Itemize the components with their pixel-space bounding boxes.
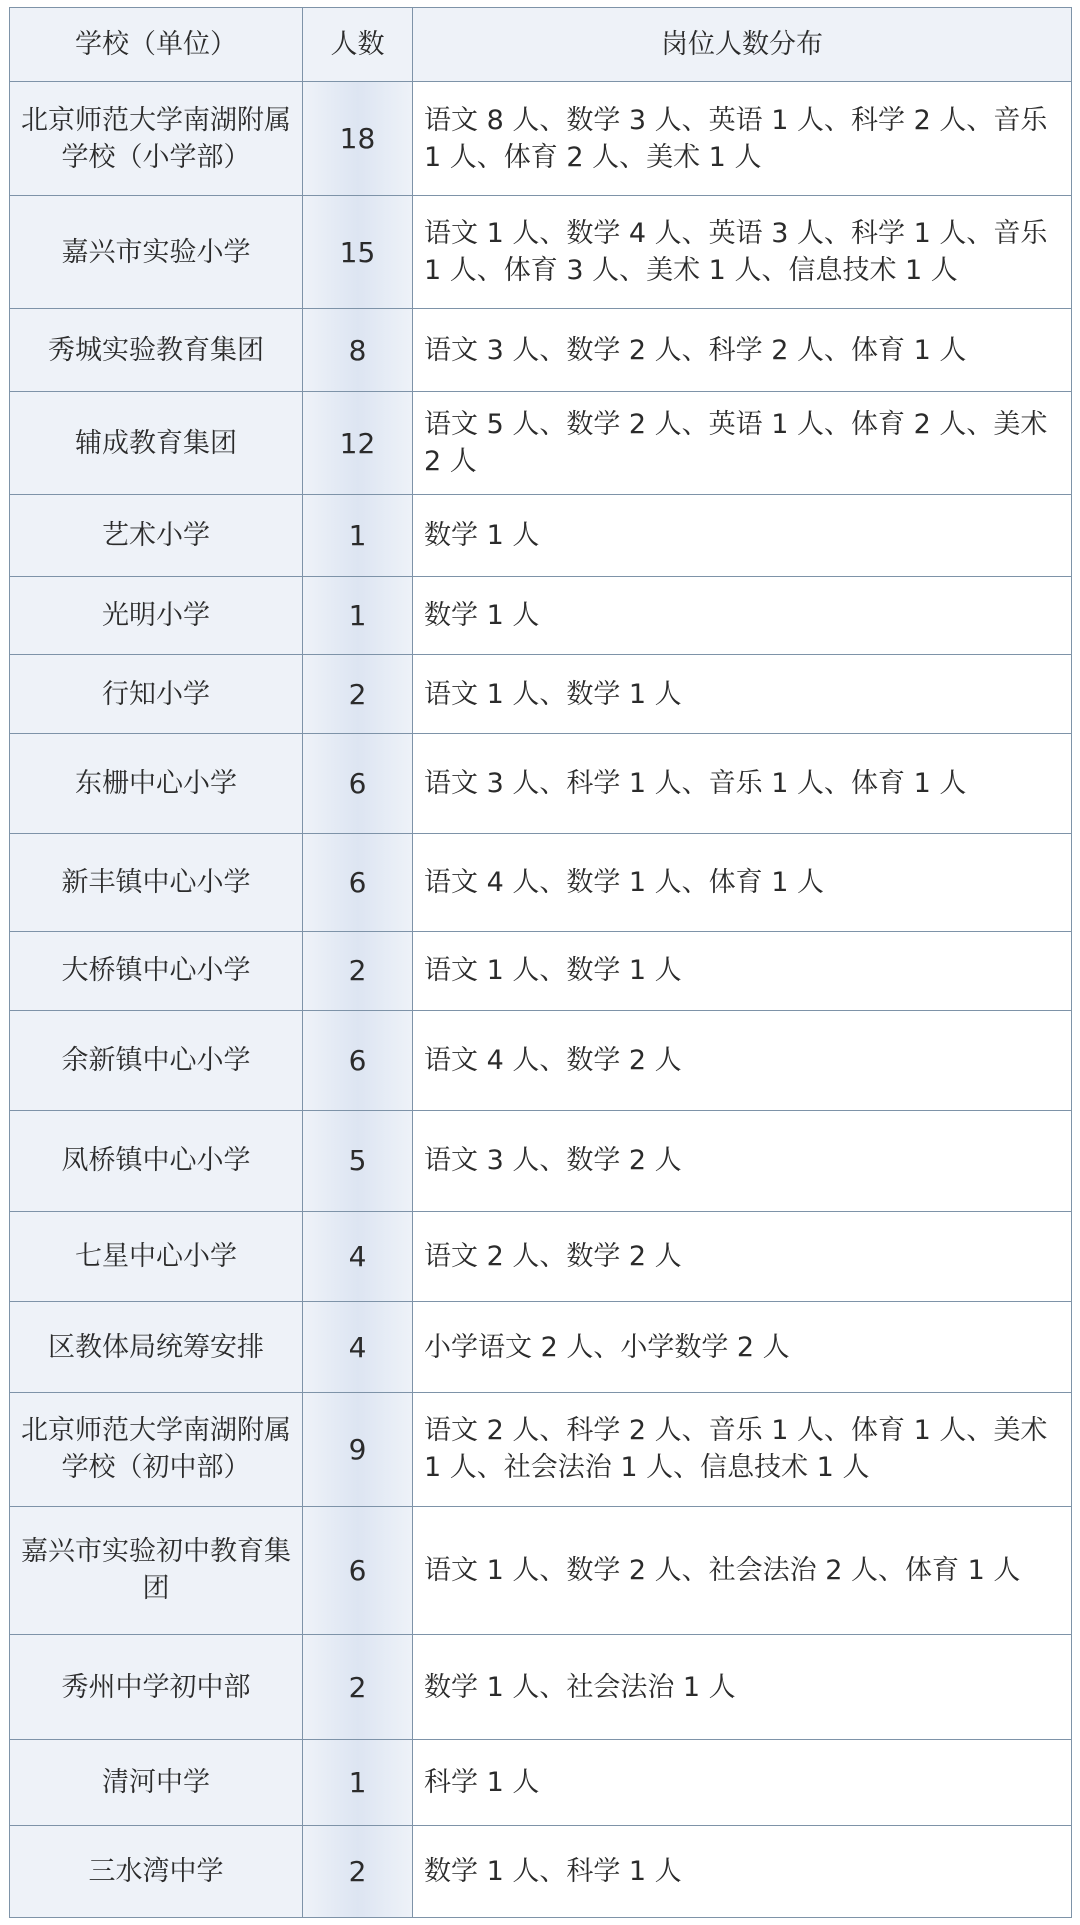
table-row [10, 932, 1072, 1010]
table-row [10, 1826, 1072, 1918]
distribution-cell: 语文 3 人、数学 2 人、科学 2 人、体育 1 人 [413, 309, 1072, 392]
table-header [10, 8, 1072, 82]
table-row [10, 1111, 1072, 1212]
count-cell: 8 [303, 309, 413, 392]
distribution-cell: 语文 8 人、数学 3 人、英语 1 人、科学 2 人、音乐 1 人、体育 2 人、美术 1 人 [413, 82, 1072, 196]
table-row [10, 1010, 1072, 1111]
distribution-cell: 数学 1 人、科学 1 人 [413, 1826, 1072, 1918]
count-cell: 1 [303, 577, 413, 655]
table-row [10, 655, 1072, 733]
count-cell: 6 [303, 1010, 413, 1111]
distribution-cell: 语文 1 人、数学 1 人 [413, 655, 1072, 733]
recruitment-table-sheet [9, 7, 1071, 1918]
distribution-cell: 语文 1 人、数学 1 人 [413, 932, 1072, 1010]
school-cell: 行知小学 [10, 655, 303, 733]
distribution-cell: 数学 1 人 [413, 495, 1072, 577]
distribution-cell: 语文 5 人、数学 2 人、英语 1 人、体育 2 人、美术 2 人 [413, 392, 1072, 495]
count-cell: 2 [303, 932, 413, 1010]
table-row [10, 1507, 1072, 1635]
table-row [10, 82, 1072, 196]
distribution-cell: 语文 2 人、科学 2 人、音乐 1 人、体育 1 人、美术 1 人、社会法治 1 人、信息技术 1 人 [413, 1392, 1072, 1506]
distribution-cell: 语文 2 人、数学 2 人 [413, 1211, 1072, 1302]
table-row [10, 196, 1072, 309]
school-cell: 东栅中心小学 [10, 733, 303, 834]
count-cell: 15 [303, 196, 413, 309]
school-cell: 嘉兴市实验小学 [10, 196, 303, 309]
school-cell: 艺术小学 [10, 495, 303, 577]
school-cell: 秀州中学初中部 [10, 1634, 303, 1740]
table-row [10, 309, 1072, 392]
school-cell: 北京师范大学南湖附属学校（初中部） [10, 1392, 303, 1506]
school-cell: 凤桥镇中心小学 [10, 1111, 303, 1212]
distribution-cell: 数学 1 人 [413, 577, 1072, 655]
distribution-cell: 语文 3 人、数学 2 人 [413, 1111, 1072, 1212]
table-row [10, 1211, 1072, 1302]
table-row [10, 495, 1072, 577]
count-cell: 1 [303, 1740, 413, 1826]
count-cell: 12 [303, 392, 413, 495]
school-cell: 北京师范大学南湖附属学校（小学部） [10, 82, 303, 196]
school-cell: 新丰镇中心小学 [10, 834, 303, 932]
distribution-cell: 科学 1 人 [413, 1740, 1072, 1826]
school-cell: 嘉兴市实验初中教育集团 [10, 1507, 303, 1635]
count-cell: 2 [303, 655, 413, 733]
distribution-cell: 语文 1 人、数学 4 人、英语 3 人、科学 1 人、音乐 1 人、体育 3 人、美术 1 人、信息技术 1 人 [413, 196, 1072, 309]
count-cell: 2 [303, 1826, 413, 1918]
distribution-cell: 小学语文 2 人、小学数学 2 人 [413, 1302, 1072, 1393]
table-row [10, 1634, 1072, 1740]
school-cell: 清河中学 [10, 1740, 303, 1826]
distribution-cell: 语文 3 人、科学 1 人、音乐 1 人、体育 1 人 [413, 733, 1072, 834]
recruitment-table [9, 7, 1072, 1918]
count-cell: 6 [303, 733, 413, 834]
table-row [10, 1740, 1072, 1826]
school-cell: 三水湾中学 [10, 1826, 303, 1918]
school-cell: 七星中心小学 [10, 1211, 303, 1302]
table-row [10, 577, 1072, 655]
count-cell: 6 [303, 1507, 413, 1635]
count-cell: 18 [303, 82, 413, 196]
school-cell: 秀城实验教育集团 [10, 309, 303, 392]
table-row [10, 834, 1072, 932]
count-cell: 6 [303, 834, 413, 932]
table-body [10, 82, 1072, 1918]
count-cell: 9 [303, 1392, 413, 1506]
distribution-cell: 语文 1 人、数学 2 人、社会法治 2 人、体育 1 人 [413, 1507, 1072, 1635]
school-cell: 区教体局统筹安排 [10, 1302, 303, 1393]
distribution-cell: 语文 4 人、数学 2 人 [413, 1010, 1072, 1111]
school-cell: 辅成教育集团 [10, 392, 303, 495]
header-school: 学校（单位） [10, 8, 303, 82]
distribution-cell: 语文 4 人、数学 1 人、体育 1 人 [413, 834, 1072, 932]
header-count: 人数 [303, 8, 413, 82]
school-cell: 光明小学 [10, 577, 303, 655]
count-cell: 4 [303, 1211, 413, 1302]
table-row [10, 1392, 1072, 1506]
table-row [10, 733, 1072, 834]
count-cell: 4 [303, 1302, 413, 1393]
count-cell: 2 [303, 1634, 413, 1740]
table-row [10, 392, 1072, 495]
header-row [10, 8, 1072, 82]
count-cell: 5 [303, 1111, 413, 1212]
distribution-cell: 数学 1 人、社会法治 1 人 [413, 1634, 1072, 1740]
school-cell: 大桥镇中心小学 [10, 932, 303, 1010]
school-cell: 余新镇中心小学 [10, 1010, 303, 1111]
table-row [10, 1302, 1072, 1393]
header-distribution: 岗位人数分布 [413, 8, 1072, 82]
count-cell: 1 [303, 495, 413, 577]
